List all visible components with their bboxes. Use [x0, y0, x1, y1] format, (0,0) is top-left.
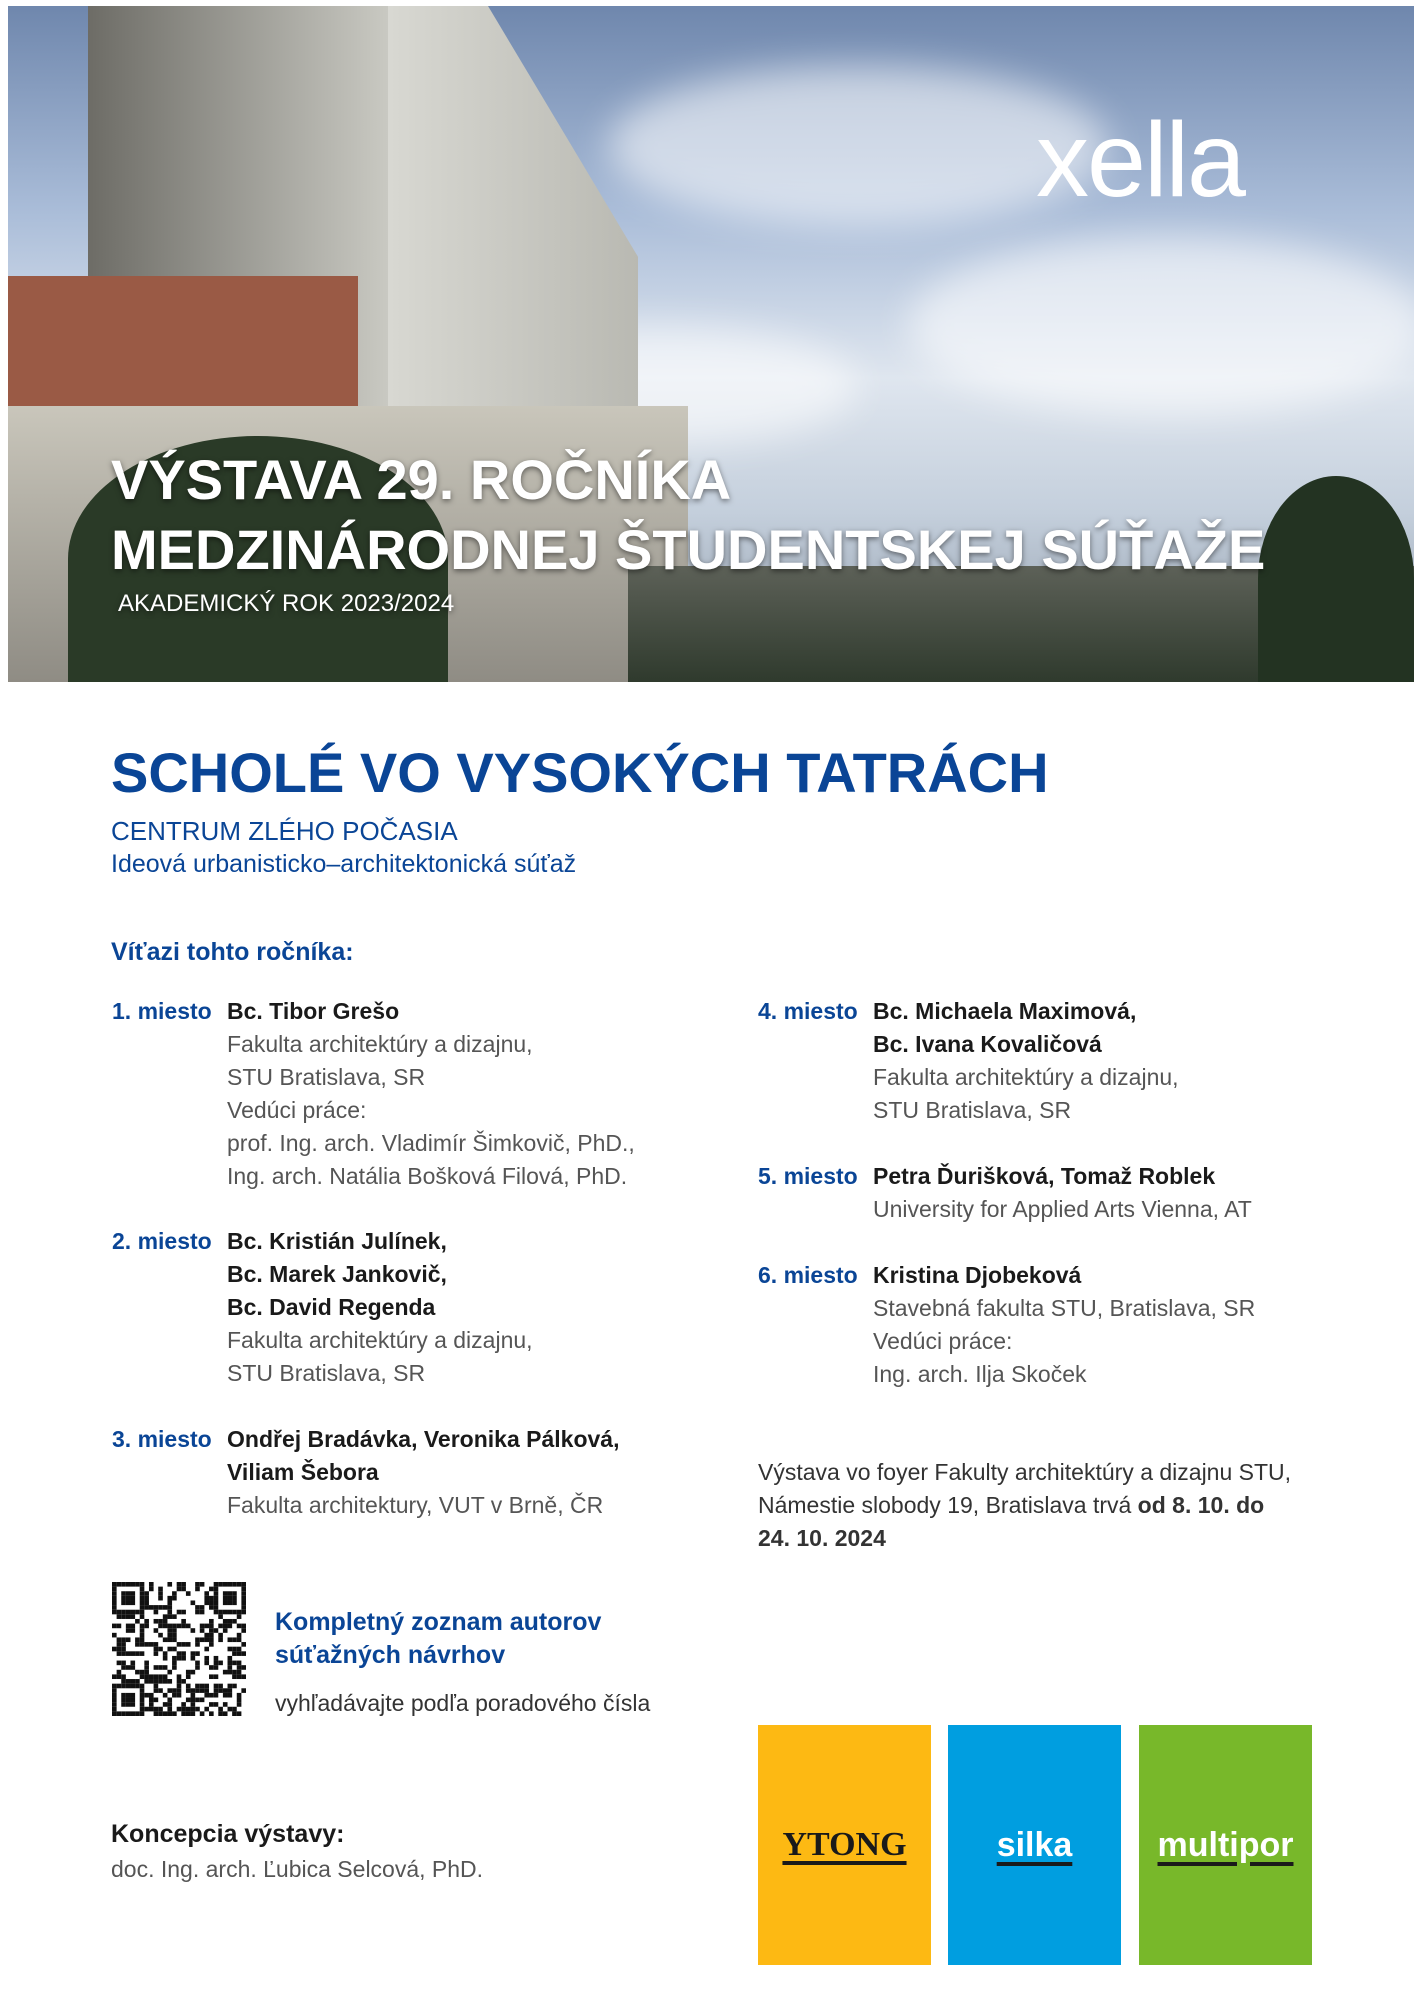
- concept-heading: Koncepcia výstavy:: [111, 1820, 345, 1848]
- winner-detail: STU Bratislava, SR: [227, 1360, 426, 1386]
- winner-detail: Fakulta architektúry a dizajnu,: [227, 1031, 533, 1057]
- silka-logo: silka: [948, 1725, 1121, 1965]
- winner-name: Kristina Djobeková: [873, 1262, 1082, 1288]
- qr-hint: vyhľadávajte podľa poradového čísla: [275, 1690, 651, 1716]
- page-title: SCHOLÉ VO VYSOKÝCH TATRÁCH: [111, 741, 1049, 804]
- winner-entry: [112, 995, 635, 1193]
- winner-entry: [758, 1259, 1255, 1391]
- qr-title-line2: súťažných návrhov: [275, 1641, 506, 1669]
- winner-name: Ondřej Bradávka, Veronika Pálková,: [227, 1426, 620, 1452]
- winner-detail: STU Bratislava, SR: [873, 1097, 1072, 1123]
- exhibition-line2: [758, 1489, 1291, 1522]
- xella-logo: xella: [1036, 101, 1245, 219]
- subtitle-centrum: CENTRUM ZLÉHO POČASIA: [111, 816, 458, 846]
- winner-detail: University for Applied Arts Vienna, AT: [873, 1196, 1252, 1222]
- exhibition-line1: Výstava vo foyer Fakulty architektúry a dizajnu STU,: [758, 1459, 1292, 1485]
- subtitle-competition: Ideová urbanisticko–architektonická súťaž: [111, 850, 577, 878]
- hero-title-line1: VÝSTAVA 29. ROČNÍKA: [111, 448, 732, 511]
- winner-place: 5. miesto: [758, 1163, 858, 1189]
- winner-name: Bc. David Regenda: [227, 1294, 436, 1320]
- winner-name: Bc. Ivana Kovaličová: [873, 1031, 1102, 1057]
- winner-place: 6. miesto: [758, 1262, 858, 1288]
- winner-entry: [758, 1160, 1252, 1226]
- winner-name: Bc. Tibor Grešo: [227, 998, 400, 1024]
- ytong-logo: YTONG: [758, 1725, 931, 1965]
- winner-entry: [758, 995, 1179, 1127]
- winners-heading: Víťazi tohto ročníka:: [111, 938, 354, 966]
- hero-subtitle: AKADEMICKÝ ROK 2023/2024: [118, 590, 455, 617]
- multipor-logo: multipor: [1139, 1725, 1312, 1965]
- winner-detail: Fakulta architektury, VUT v Brně, ČR: [227, 1492, 604, 1518]
- winner-name: Bc. Marek Jankovič,: [227, 1261, 447, 1287]
- winner-detail: Ing. arch. Natália Bošková Filová, PhD.: [227, 1163, 628, 1189]
- winner-detail: Fakulta architektúry a dizajnu,: [227, 1327, 533, 1353]
- qr-title: [275, 1606, 601, 1672]
- qr-code[interactable]: [112, 1582, 246, 1716]
- qr-title-line1: Kompletný zoznam autorov: [275, 1608, 602, 1636]
- exhibition-dates-end: 24. 10. 2024: [758, 1525, 886, 1551]
- hero-title-line2: MEDZINÁRODNEJ ŠTUDENTSKEJ SÚŤAŽE: [111, 518, 1266, 581]
- winner-place: 2. miesto: [112, 1228, 212, 1254]
- winner-detail: prof. Ing. arch. Vladimír Šimkovič, PhD.,: [227, 1130, 635, 1156]
- winner-name: Petra Ďurišková, Tomaž Roblek: [873, 1163, 1216, 1189]
- winner-name: Viliam Šebora: [227, 1459, 379, 1485]
- winner-place: 3. miesto: [112, 1426, 212, 1452]
- exhibition-place: Námestie slobody 19, Bratislava trvá: [758, 1492, 1138, 1518]
- winner-entry: [112, 1423, 619, 1522]
- winner-detail: STU Bratislava, SR: [227, 1064, 426, 1090]
- winner-name: Bc. Michaela Maximová,: [873, 998, 1137, 1024]
- exhibition-dates-start: od 8. 10. do: [1137, 1492, 1265, 1518]
- winner-place: 1. miesto: [112, 998, 212, 1024]
- exhibition-info: [758, 1456, 1291, 1555]
- winner-detail: Stavebná fakulta STU, Bratislava, SR: [873, 1295, 1256, 1321]
- winner-detail: Vedúci práce:: [873, 1328, 1013, 1354]
- winner-detail: Ing. arch. Ilja Skoček: [873, 1361, 1087, 1387]
- winner-detail: Vedúci práce:: [227, 1097, 367, 1123]
- concept-author: doc. Ing. arch. Ľubica Selcová, PhD.: [111, 1856, 484, 1882]
- winner-place: 4. miesto: [758, 998, 858, 1024]
- winner-name: Bc. Kristián Julínek,: [227, 1228, 447, 1254]
- winner-entry: [112, 1225, 533, 1390]
- winner-detail: Fakulta architektúry a dizajnu,: [873, 1064, 1179, 1090]
